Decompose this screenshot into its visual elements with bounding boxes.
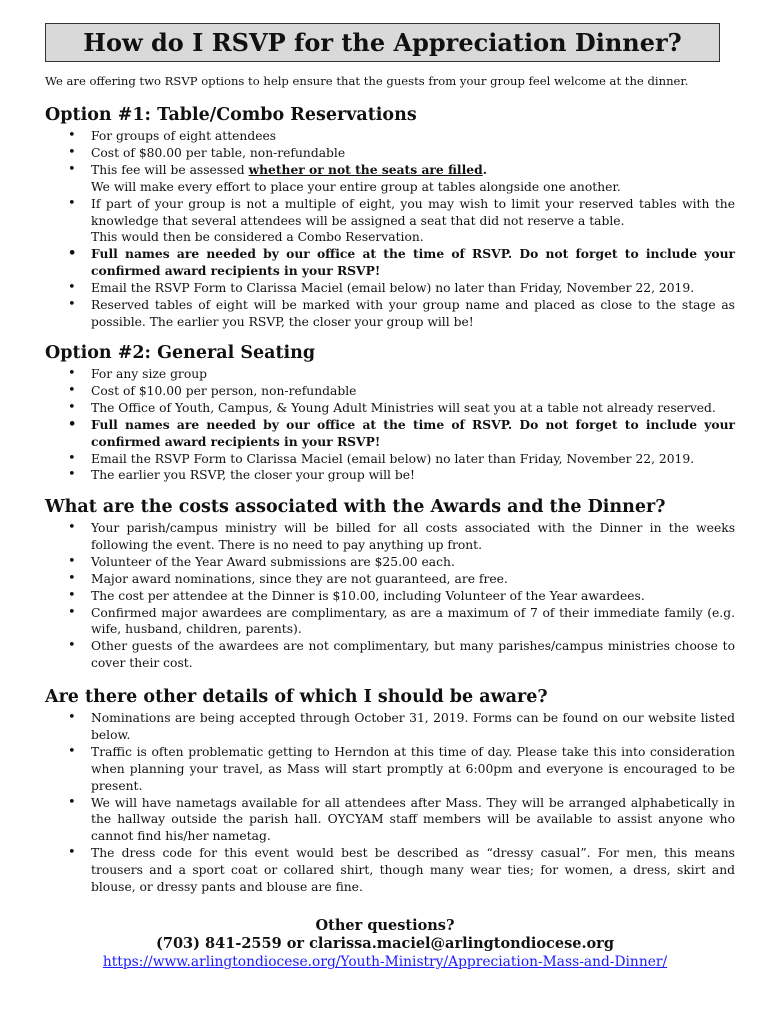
option2-heading: Option #2: General Seating [45, 343, 316, 363]
list-item: • Reserved tables of eight will be marked with your group name and placed as close to the stage as possible. The earlier you RSVP, the closer your group will be! [45, 297, 735, 331]
list-item: • Cost of $80.00 per table, non-refundable [45, 145, 735, 162]
list-item: • Major award nominations, since they are not guaranteed, are free. [45, 571, 735, 588]
list-item: • We will have nametags available for all attendees after Mass. They will be arranged alphabetically in the hallway outside the parish hall. OYCYAM staff members will be available to assist anyone who cannot find his/her nametag. [45, 795, 735, 846]
page-title: How do I RSVP for the Appreciation Dinner? [45, 23, 720, 62]
list-item: • Volunteer of the Year Award submissions are $25.00 each. [45, 554, 735, 571]
list-item: • The dress code for this event would best be described as “dressy casual”. For men, this means trousers and a sport coat or collared shirt, though many wear ties; for women, a dress, skirt and blouse, or dressy pants and blouse are fine. [45, 845, 735, 896]
list-item: • Your parish/campus ministry will be billed for all costs associated with the Dinner in the weeks following the event. There is no need to pay anything up front. [45, 520, 735, 554]
costs-list [45, 520, 735, 672]
intro-text: We are offering two RSVP options to help ensure that the guests from your group feel welcome at the dinner. [45, 74, 689, 88]
option2-section [45, 342, 735, 484]
list-item: • Cost of $10.00 per person, non-refundable [45, 383, 735, 400]
details-list [45, 710, 735, 896]
list-item: • Nominations are being accepted through October 31, 2019. Forms can be found on our website listed below. [45, 710, 735, 744]
list-item [45, 196, 735, 247]
list-item: • The Office of Youth, Campus, & Young Adult Ministries will seat you at a table not already reserved. [45, 400, 735, 417]
list-item: • The cost per attendee at the Dinner is $10.00, including Volunteer of the Year awardees. [45, 588, 735, 605]
website-link[interactable]: https://www.arlingtondiocese.org/Youth-Ministry/Appreciation-Mass-and-Dinner/ [102, 954, 668, 970]
details-section [45, 686, 735, 896]
costs-section [45, 496, 735, 672]
details-heading: Are there other details of which I should be aware? [45, 687, 548, 707]
list-item: • For any size group [45, 366, 735, 383]
option1-section [45, 104, 735, 331]
list-item: • Traffic is often problematic getting to Herndon at this time of day. Please take this into consideration when planning your travel, as Mass will start promptly at 6:00pm and everyone is encouraged to be present. [45, 744, 735, 795]
fee-emphasis: whether or not the seats are filled [248, 161, 483, 177]
footer-contact [45, 917, 725, 971]
combo-text: This would then be considered a Combo Reservation. [91, 230, 424, 245]
fee-period: . [482, 161, 487, 177]
list-item: • Full names are needed by our office at the time of RSVP. Do not forget to include your confirmed award recipients in your RSVP! [45, 417, 735, 451]
multiple-text: If part of your group is not a multiple of eight, you may wish to limit your reserved tables with the knowledge that several attendees will be assigned a seat that did not reserve a table. [91, 196, 735, 228]
costs-heading: What are the costs associated with the Awards and the Dinner? [45, 497, 666, 517]
option1-heading: Option #1: Table/Combo Reservations [45, 105, 417, 125]
option1-list [45, 128, 735, 331]
list-item: • The earlier you RSVP, the closer your group will be! [45, 467, 735, 484]
list-item: • Confirmed major awardees are complimentary, as are a maximum of 7 of their immediate family (e.g. wife, husband, children, parents). [45, 605, 735, 639]
list-item: • Email the RSVP Form to Clarissa Maciel (email below) no later than Friday, November 22, 2019. [45, 280, 735, 297]
list-item: • Full names are needed by our office at the time of RSVP. Do not forget to include your confirmed award recipients in your RSVP! [45, 246, 735, 280]
footer-question: Other questions? [315, 917, 455, 934]
list-item [45, 162, 735, 196]
option2-list [45, 366, 735, 484]
list-item: • Email the RSVP Form to Clarissa Maciel (email below) no later than Friday, November 22, 2019. [45, 451, 735, 468]
footer-phone-email: (703) 841-2559 or clarissa.maciel@arlingtondiocese.org [156, 935, 614, 952]
fee-text: This fee will be assessed [91, 162, 249, 177]
list-item: • For groups of eight attendees [45, 128, 735, 145]
list-item: • Other guests of the awardees are not complimentary, but many parishes/campus ministries choose to cover their cost. [45, 638, 735, 672]
fee-followup: We will make every effort to place your entire group at tables alongside one another. [91, 179, 621, 194]
